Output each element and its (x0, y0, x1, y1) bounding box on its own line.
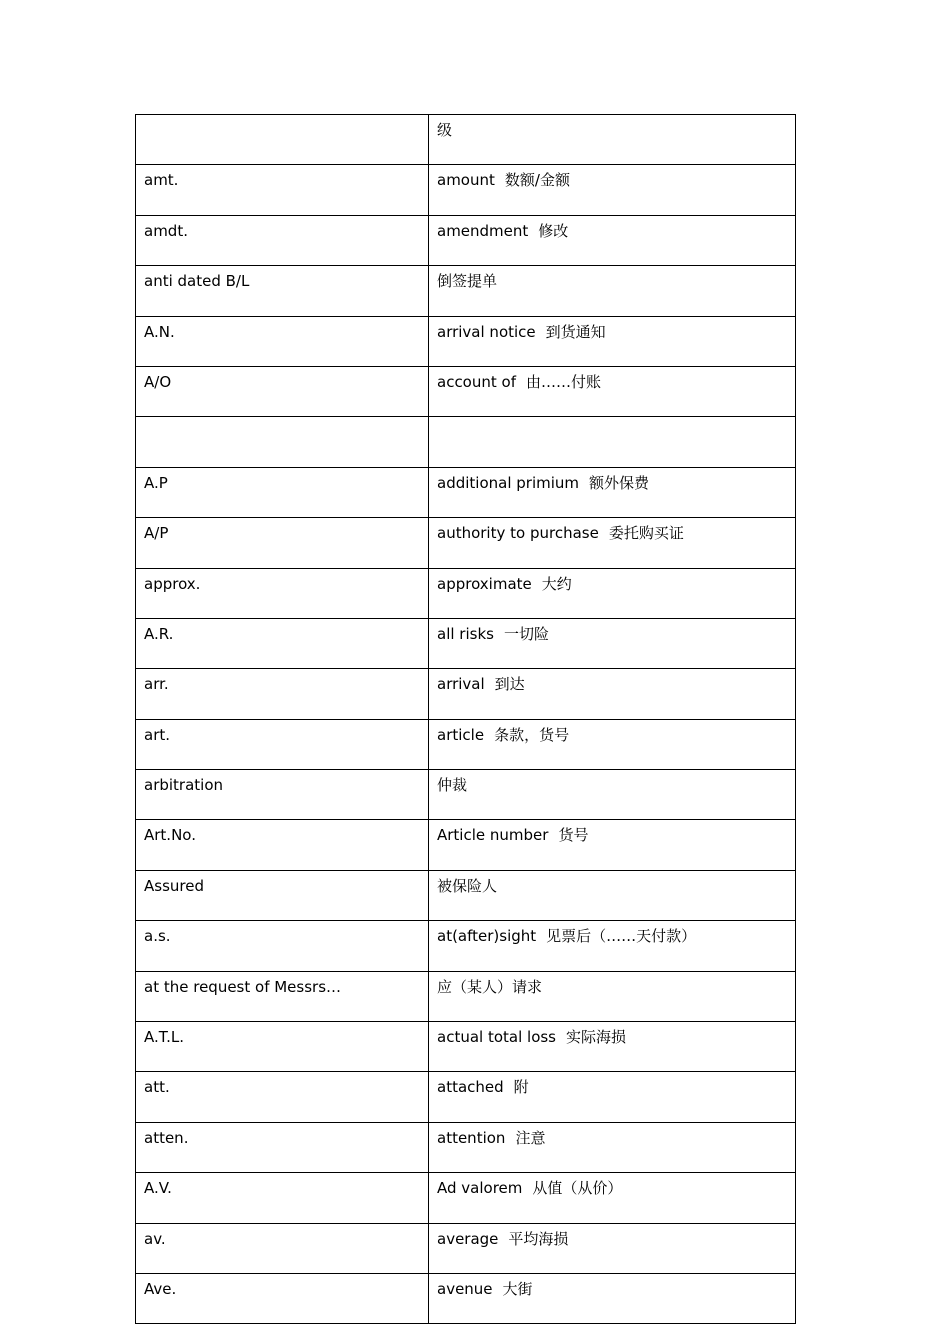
table-row (136, 618, 796, 668)
abbreviation-cell (136, 215, 429, 265)
abbreviation-cell (136, 618, 429, 668)
english-term: arrival (437, 675, 485, 694)
definition-cell (429, 669, 796, 719)
definition-cell (429, 366, 796, 416)
chinese-meaning: 仲裁 (437, 776, 468, 795)
abbreviation-text: A/P (144, 524, 169, 543)
abbreviation-text: arr. (144, 675, 169, 694)
english-term: Article number (437, 826, 549, 845)
definition-cell (429, 921, 796, 971)
definition-cell (429, 1122, 796, 1172)
abbreviation-text: amt. (144, 171, 179, 190)
table-row (136, 518, 796, 568)
english-term: arrival notice (437, 322, 536, 341)
definition-cell (429, 115, 796, 165)
abbreviation-cell (136, 1122, 429, 1172)
abbreviation-cell (136, 820, 429, 870)
definition-cell (429, 316, 796, 366)
abbreviation-cell (136, 1173, 429, 1223)
english-term: account of (437, 372, 516, 391)
table-row (136, 921, 796, 971)
chinese-meaning: 级 (437, 121, 453, 139)
definition-cell (429, 618, 796, 668)
abbreviation-cell (136, 316, 429, 366)
table-row (136, 1173, 796, 1223)
chinese-meaning: 实际海损 (566, 1028, 627, 1047)
chinese-meaning: 条款，货号 (494, 725, 570, 744)
abbreviation-text: A/O (144, 372, 172, 391)
abbreviation-cell (136, 417, 429, 467)
definition-cell (429, 266, 796, 316)
table-body (136, 115, 796, 1324)
abbreviation-cell (136, 1022, 429, 1072)
abbreviation-cell (136, 870, 429, 920)
chinese-meaning: 平均海损 (508, 1229, 569, 1248)
abbreviation-text: anti dated B/L (144, 272, 250, 291)
abbreviation-cell (136, 719, 429, 769)
chinese-meaning: 额外保费 (589, 473, 650, 492)
chinese-meaning: 数额/金额 (504, 171, 570, 190)
abbreviation-table (135, 114, 796, 1324)
abbreviation-cell (136, 921, 429, 971)
definition-cell (429, 971, 796, 1021)
english-term: avenue (437, 1279, 493, 1298)
abbreviation-text: amdt. (144, 221, 188, 240)
abbreviation-text: Ave. (144, 1279, 177, 1298)
abbreviation-cell (136, 115, 429, 165)
definition-cell (429, 719, 796, 769)
english-term: average (437, 1229, 499, 1248)
english-term: all risks (437, 624, 494, 643)
abbreviation-text: att. (144, 1078, 170, 1097)
abbreviation-cell (136, 467, 429, 517)
definition-cell (429, 870, 796, 920)
definition-cell (429, 467, 796, 517)
abbreviation-cell (136, 518, 429, 568)
abbreviation-text: A.V. (144, 1179, 172, 1198)
abbreviation-text: approx. (144, 574, 201, 593)
english-term: article (437, 725, 485, 744)
chinese-meaning: 一切险 (503, 624, 549, 643)
table-row (136, 115, 796, 165)
table-row (136, 1223, 796, 1273)
table-row (136, 669, 796, 719)
english-term: amount (437, 171, 495, 190)
abbreviation-text: A.T.L. (144, 1028, 185, 1047)
definition-cell (429, 1223, 796, 1273)
english-term: approximate (437, 574, 532, 593)
chinese-meaning: 被保险人 (437, 876, 498, 895)
english-term: amendment (437, 221, 529, 240)
chinese-meaning: 大街 (502, 1279, 533, 1298)
abbreviation-text: A.R. (144, 624, 174, 643)
definition-cell (429, 417, 796, 467)
abbreviation-text: art. (144, 725, 171, 744)
chinese-meaning: 大约 (541, 574, 572, 593)
chinese-meaning: 修改 (538, 221, 569, 240)
english-term: authority to purchase (437, 524, 599, 543)
table-row (136, 770, 796, 820)
table-row (136, 568, 796, 618)
table-row (136, 719, 796, 769)
abbreviation-cell (136, 1072, 429, 1122)
english-term: attached (437, 1078, 504, 1097)
table-row (136, 971, 796, 1021)
abbreviation-text: arbitration (144, 776, 224, 795)
table-row (136, 366, 796, 416)
definition-cell (429, 1072, 796, 1122)
chinese-meaning: 应（某人）请求 (437, 977, 543, 996)
abbreviation-text: Assured (144, 876, 204, 895)
chinese-meaning: 到达 (494, 675, 525, 694)
definition-cell (429, 770, 796, 820)
table-row (136, 1022, 796, 1072)
abbreviation-cell (136, 568, 429, 618)
chinese-meaning: 附 (513, 1078, 529, 1097)
chinese-meaning: 从值（从价） (532, 1179, 623, 1198)
abbreviation-cell (136, 1223, 429, 1273)
definition-cell (429, 1022, 796, 1072)
abbreviation-cell (136, 770, 429, 820)
table-row (136, 820, 796, 870)
table-row (136, 316, 796, 366)
table-row (136, 467, 796, 517)
abbreviation-text: a.s. (144, 927, 171, 946)
table-row (136, 165, 796, 215)
english-term: additional primium (437, 473, 580, 492)
abbreviation-text: av. (144, 1229, 166, 1248)
abbreviation-cell (136, 165, 429, 215)
chinese-meaning: 货号 (558, 826, 589, 845)
abbreviation-cell (136, 366, 429, 416)
definition-cell (429, 215, 796, 265)
abbreviation-cell (136, 669, 429, 719)
abbreviation-cell (136, 266, 429, 316)
chinese-meaning: 由……付账 (525, 372, 601, 391)
definition-cell (429, 1173, 796, 1223)
definition-cell (429, 820, 796, 870)
chinese-meaning: 倒签提单 (437, 272, 498, 291)
definition-cell (429, 1273, 796, 1323)
definition-cell (429, 165, 796, 215)
definition-cell (429, 568, 796, 618)
chinese-meaning: 委托购买证 (608, 524, 684, 543)
english-term: at(after)sight (437, 927, 537, 946)
table-row (136, 1072, 796, 1122)
table-row (136, 1273, 796, 1323)
chinese-meaning: 见票后（……天付款） (546, 927, 697, 946)
english-term: Ad valorem (437, 1179, 523, 1198)
english-term: actual total loss (437, 1028, 556, 1047)
table-row (136, 266, 796, 316)
abbreviation-text: A.P (144, 473, 168, 492)
abbreviation-cell (136, 1273, 429, 1323)
table-row (136, 1122, 796, 1172)
table-row (136, 215, 796, 265)
abbreviation-text: atten. (144, 1128, 189, 1147)
abbreviation-cell (136, 971, 429, 1021)
chinese-meaning: 注意 (515, 1128, 546, 1147)
table-row (136, 417, 796, 467)
abbreviation-text: Art.No. (144, 826, 196, 845)
english-term: attention (437, 1128, 506, 1147)
abbreviation-text: at the request of Messrs… (144, 977, 342, 996)
definition-cell (429, 518, 796, 568)
table-row (136, 870, 796, 920)
abbreviation-text: A.N. (144, 322, 175, 341)
chinese-meaning: 到货通知 (545, 322, 606, 341)
